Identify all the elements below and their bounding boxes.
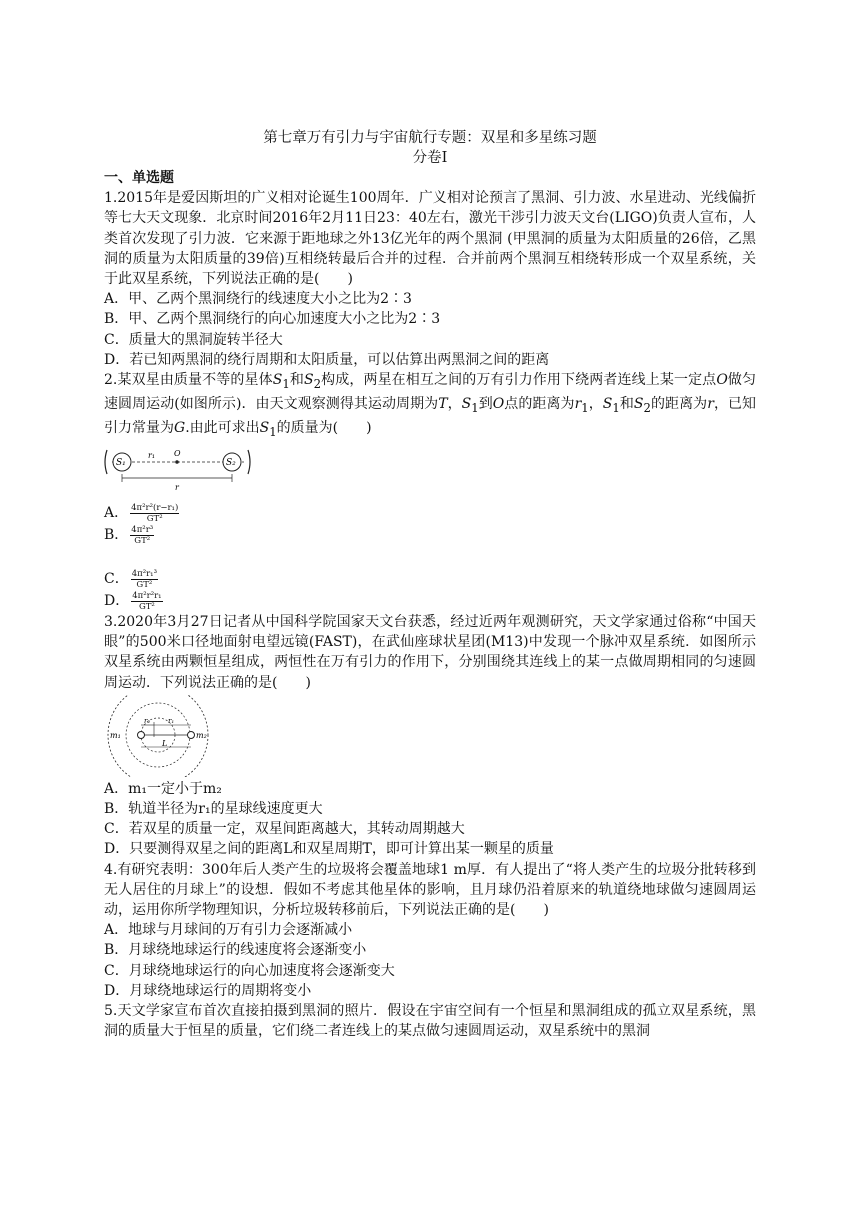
q2-option-a: A． $\frac{\text{4π²r²(r−r₁)}}{\text{GT²}}$ [104, 502, 179, 524]
fig1-s1-label: S₁ [116, 458, 126, 469]
fig1-r1-label: r₁ [148, 451, 156, 461]
question-3-stem: 3.2020年3月27日记者从中国科学院国家天文台获悉，经过近两年观测研究，天文学家通过俗称“中国天眼”的500米口径地面射电望远镜(FAST)，在武仙座球状星团(M13)中发现一个脉冲双星系统．如图所示双星系统由两颗恒星组成，两恒性在万有引力的作用下，分别围绕其连线上的某一点做周期相同的匀速圆周运动．下列说法正确的是( ) [104, 614, 756, 691]
document-page [104, 128, 756, 1041]
document-subtitle: 分卷I [412, 150, 448, 166]
q1-option-c: C．质量大的黑洞旋转半径大 [104, 331, 283, 348]
question-4-stem: 4.有研究表明：300年后人类产生的垃圾将会覆盖地球1 m厚．有人提出了“将人类产生的垃圾分批转移到无人居住的月球上”的设想．假如不考虑其他星体的影响，且月球仍沿着原来的轨道绕地球做匀速圆周运动，运用你所学物理知识，分析垃圾转移前后，下列说法正确的是( ) [104, 861, 756, 919]
section-heading: 一、单选题 [104, 170, 174, 186]
fig2-m2-label: m₂ [196, 730, 207, 740]
binary-star-figure-2 [104, 695, 216, 777]
q3-option-c: C．若双星的质量一定，双星间距离越大，其转动周期越大 [104, 821, 465, 838]
q4-option-c: C．月球绕地球运行的向心加速度将会逐渐变大 [104, 962, 395, 979]
q2-option-d: D． $\frac{\text{4π²r²r₁}}{\text{GT²}}$ [104, 590, 162, 612]
fig1-s2-label: S₂ [226, 458, 236, 469]
fig2-m1-label: m₁ [110, 730, 121, 740]
fig2-r1-label: r₁ [168, 716, 175, 725]
fig2-l-label: L [162, 738, 168, 748]
fig1-r-label: r [175, 483, 179, 493]
fig1-o-label: O [174, 449, 181, 459]
fig2-r2-label: r₂ [144, 716, 151, 725]
q1-option-b: B．甲、乙两个黑洞绕行的向心加速度大小之比为2∶3 [104, 311, 441, 328]
q1-option-a: A．甲、乙两个黑洞绕行的线速度大小之比为2∶3 [104, 291, 412, 308]
q2-option-b: B． $\frac{\text{4π²r³}}{\text{GT²}}$ [104, 524, 154, 546]
q4-option-a: A．地球与月球间的万有引力会逐渐减小 [104, 922, 353, 939]
question-5-stem: 5.天文学家宣布首次直接拍摄到黑洞的照片．假设在宇宙空间有一个恒星和黑洞组成的孤立双星系统，黑洞的质量大于恒星的质量，它们绕二者连线上的某点做匀速圆周运动，双星系统中的黑洞 [104, 1003, 756, 1040]
q4-option-d: D．月球绕地球运行的周期将变小 [104, 982, 312, 999]
question-1-stem: 1.2015年是爱因斯坦的广义相对论诞生100周年．广义相对论预言了黑洞、引力波、水星进动、光线偏折等七大天文现象．北京时间2016年2月11日23：40左右，激光干涉引力波天文台(LIGO)负责人宣布，人类首次发现了引力波．它来源于距地球之外13亿光年的两个黑洞 (甲黑洞的质量为太阳质量的26倍，乙黑洞的质量为太阳质量的39倍)互相绕转最后合并的过程．合并前两个黑洞互相绕转形成一个双星系统，关于此双星系统，下列说法正确的是( ) [104, 190, 756, 288]
q4-option-b: B．月球绕地球运行的线速度将会逐渐变小 [104, 942, 367, 959]
q3-option-d: D．只要测得双星之间的距离L和双星周期T，即可计算出某一颗星的质量 [104, 841, 554, 858]
q3-option-b: B．轨道半径为r₁的星球线速度更大 [104, 801, 323, 818]
q3-option-a: A．m₁一定小于m₂ [104, 780, 222, 797]
question-2-stem: 2.某双星由质量不等的星体$S_1$和$S_2$构成，两星在相互之间的万有引力作用下绕两者连线上某一定点O做匀速圆周运动(如图所示)．由天文观察测得其运动周期为T，$S_1$到O点的距离为$r_1$，$S_1$和$S_2$的距离为r，已知引力常量为G.由此可求出$S_1$的质量为( ) [104, 372, 757, 439]
q2-option-c: C． $\frac{\text{4π²r₁³}}{\text{GT²}}$ [104, 568, 157, 590]
q1-option-d: D．若已知两黑洞的绕行周期和太阳质量，可以估算出两黑洞之间的距离 [104, 351, 550, 368]
document-title: 第七章万有引力与宇宙航行专题：双星和多星练习题 [263, 130, 597, 146]
binary-star-figure-1 [104, 444, 264, 494]
